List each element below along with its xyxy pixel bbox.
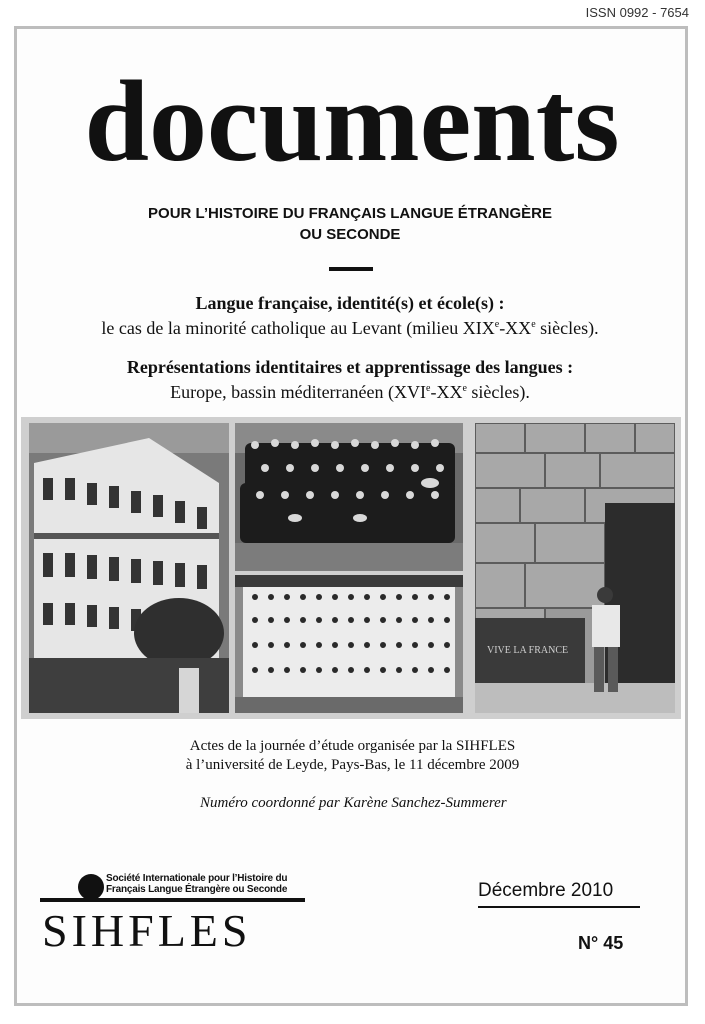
theme-1 bbox=[20, 292, 680, 339]
sihfles-name: SIHFLES bbox=[42, 905, 252, 956]
coordinator-text: Numéro coordonné par Karène Sanchez-Summerer bbox=[200, 795, 507, 811]
proceedings-line-2: à l’université de Leyde, Pays-Bas, le 11 décembre 2009 bbox=[185, 757, 520, 773]
issue-date: Décembre 2010 bbox=[478, 880, 614, 901]
group-of-girls-photo bbox=[235, 575, 463, 713]
theme-2-title: Représentations identitaires et apprentissage des langues : bbox=[126, 357, 574, 377]
documents-logo bbox=[80, 60, 625, 175]
date-underline bbox=[478, 906, 640, 908]
journal-subtitle bbox=[40, 203, 660, 245]
sihfles-dot-icon bbox=[78, 874, 104, 900]
subtitle-line-1: POUR L’HISTOIRE DU FRANÇAIS LANGUE ÉTRANGÈRE bbox=[148, 205, 552, 222]
school-building-photo bbox=[29, 423, 229, 713]
issue-number: N° 45 bbox=[578, 933, 624, 953]
logo-text: documents bbox=[84, 60, 620, 175]
group-of-men-photo bbox=[235, 423, 463, 571]
sihfles-logo bbox=[40, 870, 310, 970]
photo-collage bbox=[21, 417, 681, 719]
title-divider bbox=[329, 267, 373, 271]
sihfles-rule bbox=[40, 898, 305, 902]
theme-1-title: Langue française, identité(s) et école(s) : bbox=[195, 293, 505, 313]
issn-label: ISSN 0992 - 7654 bbox=[585, 5, 689, 20]
proceedings-line-1: Actes de la journée d’étude organisée par la SIHFLES bbox=[189, 738, 516, 754]
subtitle-line-2: OU SECONDE bbox=[299, 226, 401, 243]
plaque-text: VIVE LA FRANCE bbox=[487, 645, 569, 656]
theme-1-description: le cas de la minorité catholique au Levant (milieu XIXe-XXe siècles). bbox=[101, 318, 599, 338]
proceedings-text bbox=[40, 737, 665, 775]
society-name: Société Internationale pour l’Histoire du Français Langue Étrangère ou Seconde bbox=[106, 873, 288, 895]
theme-2 bbox=[20, 356, 680, 403]
theme-2-description: Europe, bassin méditerranéen (XVIe-XXe siècles). bbox=[170, 382, 530, 402]
stone-wall-boy-photo bbox=[475, 423, 675, 713]
